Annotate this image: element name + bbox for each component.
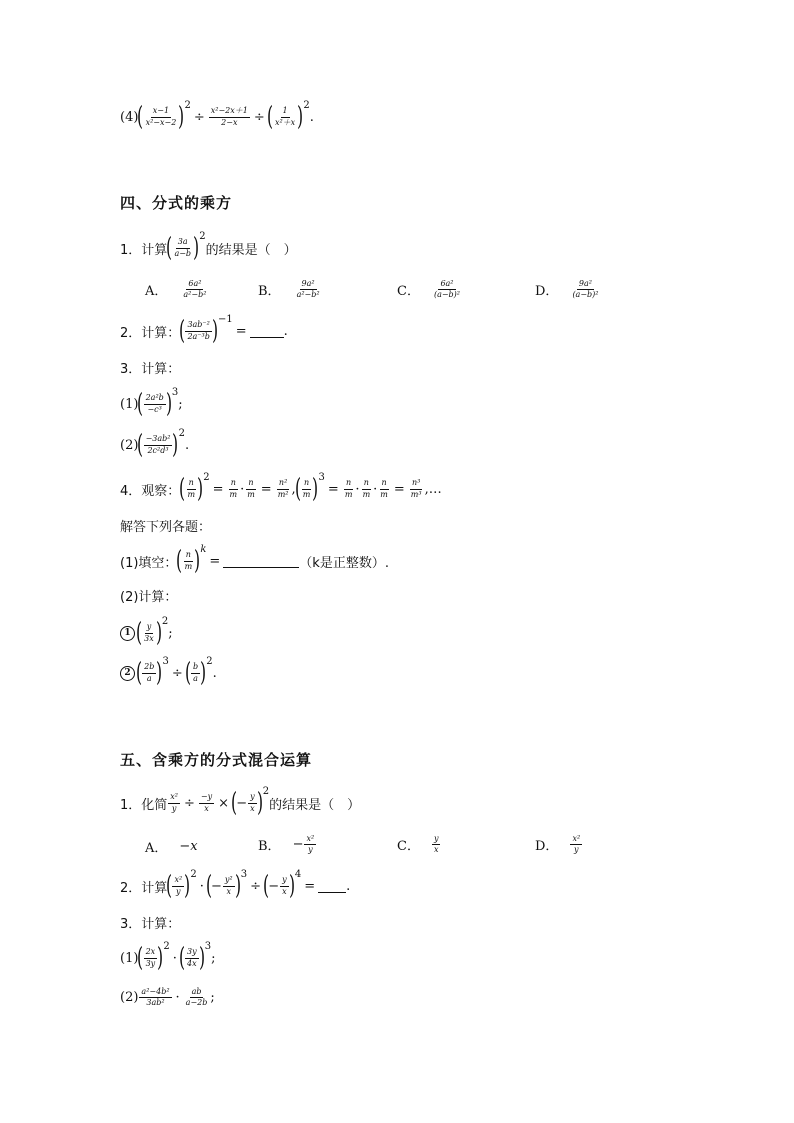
q5-3-part-2: (2) $\frac{\text{a²−4b²}}{\text{3ab²}}$ · $\frac{ab}{a-2b}$ ; (120, 987, 215, 1008)
problem-4-expression: (4) ( $\frac{x-1}{\text{x²−x−2}}$ ) 2 ÷ $\frac{\text{x²−2x＋1}}{2-x}$ ÷ ( $\frac{1}{\text{x²＋x}}$ ) 2 . (120, 100, 314, 132)
q5-3-part-1: (1) ( $\frac{2x}{3y}$ ) 2 · ( $\frac{3y}{4x}$ ) 3 ; (120, 941, 216, 973)
q4-3-part-2: (2) ( $\frac{\text{−3ab²}}{\text{2c²d³}}$ ) 2 . (120, 428, 190, 460)
option-c[interactable]: C． $\frac{y}{x}$ (397, 834, 439, 855)
q5-2: 2．计算 ( $\frac{\text{x²}}{y}$ ) 2 · ( − $\frac{\text{y²}}{x}$ ) 3 ÷ ( − $\frac{y}{x}$ ) 4 = . (120, 869, 351, 901)
q4-3: 3．计算： (120, 362, 181, 377)
option-d[interactable]: D． $\frac{\text{x²}}{y}$ (535, 834, 581, 855)
q5-3: 3．计算： (120, 917, 181, 932)
answer-blank[interactable] (318, 880, 346, 893)
answer-blank[interactable] (223, 555, 299, 568)
q4-4-calc-1: 1 ( $\frac{y}{3x}$ ) 2 ; (120, 620, 173, 646)
option-b[interactable]: B． − $\frac{\text{x²}}{y}$ (258, 834, 315, 855)
q4-1: 1．计算 ( $\frac{3a}{a-b}$ ) 2 的结果是（ ） (120, 231, 297, 263)
option-d[interactable]: D． $\frac{\text{9a²}}{\text{(a−b)²}}$ (535, 279, 599, 300)
circled-two-icon: 2 (120, 666, 135, 681)
option-c[interactable]: C． $\frac{\text{6a²}}{\text{(a−b)²}}$ (397, 279, 460, 300)
q4-3-part-1: (1) ( $\frac{\text{2a²b}}{\text{−c³}}$ ) 3 ; (120, 387, 183, 419)
problem-label: (4) (120, 109, 139, 125)
q4-4: 4．观察： ( $\frac{n}{m}$ ) 2 = $\frac{n}{m}$ · $\frac{n}{m}$ = $\frac{\text{n²}}{\text{m²}}$ , ( $\frac{n}{m}$ ) 3 = $\frac{n}{m}$ · $\frac{n}{m}$ · $\frac{n}{m}$ = $\frac{\text{n³}}{\text{m³}}$ ,… (120, 472, 442, 504)
q4-4-fill: (1)填空： ( $\frac{n}{m}$ ) k = （k是正整数）. (120, 544, 389, 576)
answer-blank[interactable] (250, 325, 284, 338)
circled-one-icon: 1 (120, 626, 135, 641)
option-a[interactable]: A． −x (145, 839, 198, 856)
section-5-title: 五、含乘方的分式混合运算 (120, 751, 313, 769)
q4-4-calc: (2)计算： (120, 590, 178, 605)
answer-prompt: 解答下列各题： (120, 520, 212, 535)
q4-4-calc-2: 2 ( $\frac{2b}{a}$ ) 3 ÷ ( $\frac{b}{a}$ ) 2 . (120, 660, 217, 686)
q5-1: 1．化简 $\frac{\text{x²}}{y}$ ÷ $\frac{-y}{x}$ × ( − $\frac{y}{x}$ ) 2 的结果是（ ） (120, 786, 361, 818)
q4-2: 2．计算： ( $\frac{\text{3ab⁻²}}{\text{2a⁻³b}}$ ) −1 = . (120, 314, 288, 346)
option-a[interactable]: A． $\frac{\text{6a²}}{\text{a²−b²}}$ (145, 279, 207, 300)
option-b[interactable]: B． $\frac{\text{9a²}}{\text{a²−b²}}$ (258, 279, 320, 300)
section-4-title: 四、分式的乘方 (120, 194, 233, 212)
